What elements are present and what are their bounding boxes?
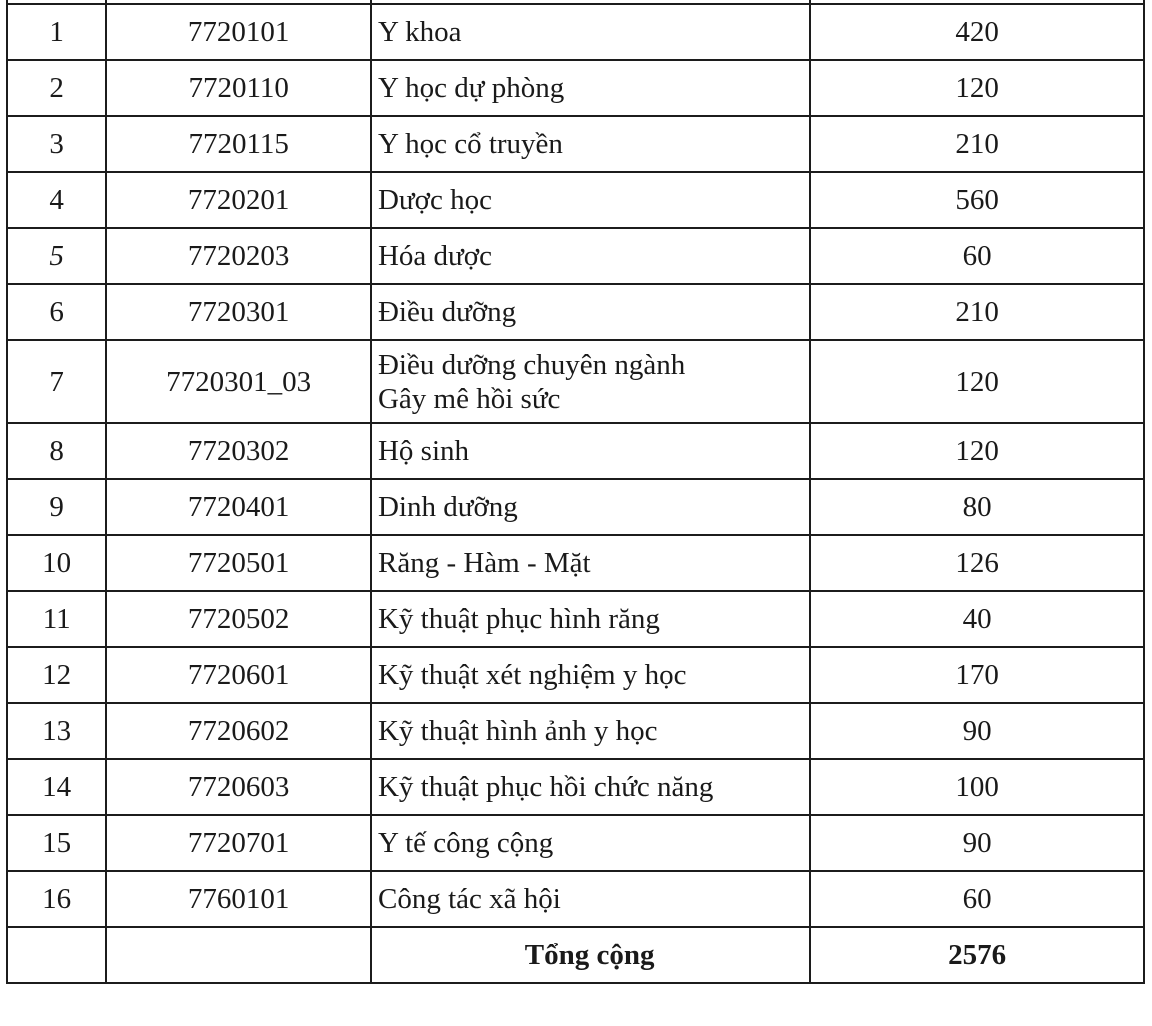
- major-code: 7720301_03: [106, 340, 371, 423]
- major-code: 7720301: [106, 284, 371, 340]
- total-label: Tổng cộng: [371, 927, 810, 983]
- row-index: 5: [7, 228, 106, 284]
- quota-value: 126: [810, 535, 1144, 591]
- row-index: 10: [7, 535, 106, 591]
- table-row: [7, 340, 1144, 423]
- major-code: 7760101: [106, 871, 371, 927]
- quota-value: 420: [810, 4, 1144, 60]
- major-name: Dược học: [371, 172, 810, 228]
- table-row: [7, 284, 1144, 340]
- row-index: 15: [7, 815, 106, 871]
- row-index: 8: [7, 423, 106, 479]
- quota-value: 100: [810, 759, 1144, 815]
- quota-value: 60: [810, 871, 1144, 927]
- quota-value: 210: [810, 116, 1144, 172]
- major-name-line-1: Điều dưỡng chuyên ngành: [377, 348, 686, 381]
- major-code: 7720501: [106, 535, 371, 591]
- major-name: Y học cổ truyền: [371, 116, 810, 172]
- row-index: 9: [7, 479, 106, 535]
- quota-value: 60: [810, 228, 1144, 284]
- major-code: 7720203: [106, 228, 371, 284]
- table-row: [7, 172, 1144, 228]
- row-index: 4: [7, 172, 106, 228]
- table-row: [7, 423, 1144, 479]
- table-row: [7, 591, 1144, 647]
- major-name: Kỹ thuật xét nghiệm y học: [371, 647, 810, 703]
- major-code: 7720601: [106, 647, 371, 703]
- quota-value: 210: [810, 284, 1144, 340]
- major-name: Kỹ thuật phục hình răng: [371, 591, 810, 647]
- row-index: 6: [7, 284, 106, 340]
- table-row: [7, 535, 1144, 591]
- row-index: 14: [7, 759, 106, 815]
- quota-value: 90: [810, 815, 1144, 871]
- table-row: [7, 4, 1144, 60]
- quota-value: 80: [810, 479, 1144, 535]
- row-index: 1: [7, 4, 106, 60]
- enrollment-quota-table: [6, 0, 1145, 984]
- major-name: Điều dưỡng: [371, 284, 810, 340]
- major-name: Răng - Hàm - Mặt: [371, 535, 810, 591]
- quota-value: 40: [810, 591, 1144, 647]
- table-row: [7, 647, 1144, 703]
- major-name: Hóa dược: [371, 228, 810, 284]
- quota-value: 120: [810, 340, 1144, 423]
- major-code: 7720110: [106, 60, 371, 116]
- major-name: Y khoa: [371, 4, 810, 60]
- quota-value: 120: [810, 60, 1144, 116]
- major-code: 7720201: [106, 172, 371, 228]
- major-name: Y học dự phòng: [371, 60, 810, 116]
- row-index: 7: [7, 340, 106, 423]
- row-index: 3: [7, 116, 106, 172]
- total-row: [7, 927, 1144, 983]
- table-row: [7, 479, 1144, 535]
- major-name: Y tế công cộng: [371, 815, 810, 871]
- major-name: Kỹ thuật phục hồi chức năng: [371, 759, 810, 815]
- major-code: 7720302: [106, 423, 371, 479]
- major-code: 7720502: [106, 591, 371, 647]
- row-index: 12: [7, 647, 106, 703]
- row-index: 2: [7, 60, 106, 116]
- table-row: [7, 815, 1144, 871]
- major-name: Công tác xã hội: [371, 871, 810, 927]
- major-name: Dinh dưỡng: [371, 479, 810, 535]
- quota-value: 90: [810, 703, 1144, 759]
- major-name: Kỹ thuật hình ảnh y học: [371, 703, 810, 759]
- major-code: 7720401: [106, 479, 371, 535]
- major-code: 7720101: [106, 4, 371, 60]
- table-row: [7, 228, 1144, 284]
- quota-value: 560: [810, 172, 1144, 228]
- major-code: 7720602: [106, 703, 371, 759]
- table-row: [7, 871, 1144, 927]
- table-row: [7, 703, 1144, 759]
- row-index: 16: [7, 871, 106, 927]
- quota-value: 120: [810, 423, 1144, 479]
- major-code: 7720115: [106, 116, 371, 172]
- table-row: [7, 116, 1144, 172]
- total-value: 2576: [810, 927, 1144, 983]
- major-name-line-2: Gây mê hồi sức: [377, 382, 561, 415]
- quota-value: 170: [810, 647, 1144, 703]
- row-index: 11: [7, 591, 106, 647]
- row-index: 13: [7, 703, 106, 759]
- major-name: Hộ sinh: [371, 423, 810, 479]
- major-code: 7720701: [106, 815, 371, 871]
- table-row: [7, 759, 1144, 815]
- major-name: [371, 340, 810, 423]
- table-row: [7, 60, 1144, 116]
- major-code: 7720603: [106, 759, 371, 815]
